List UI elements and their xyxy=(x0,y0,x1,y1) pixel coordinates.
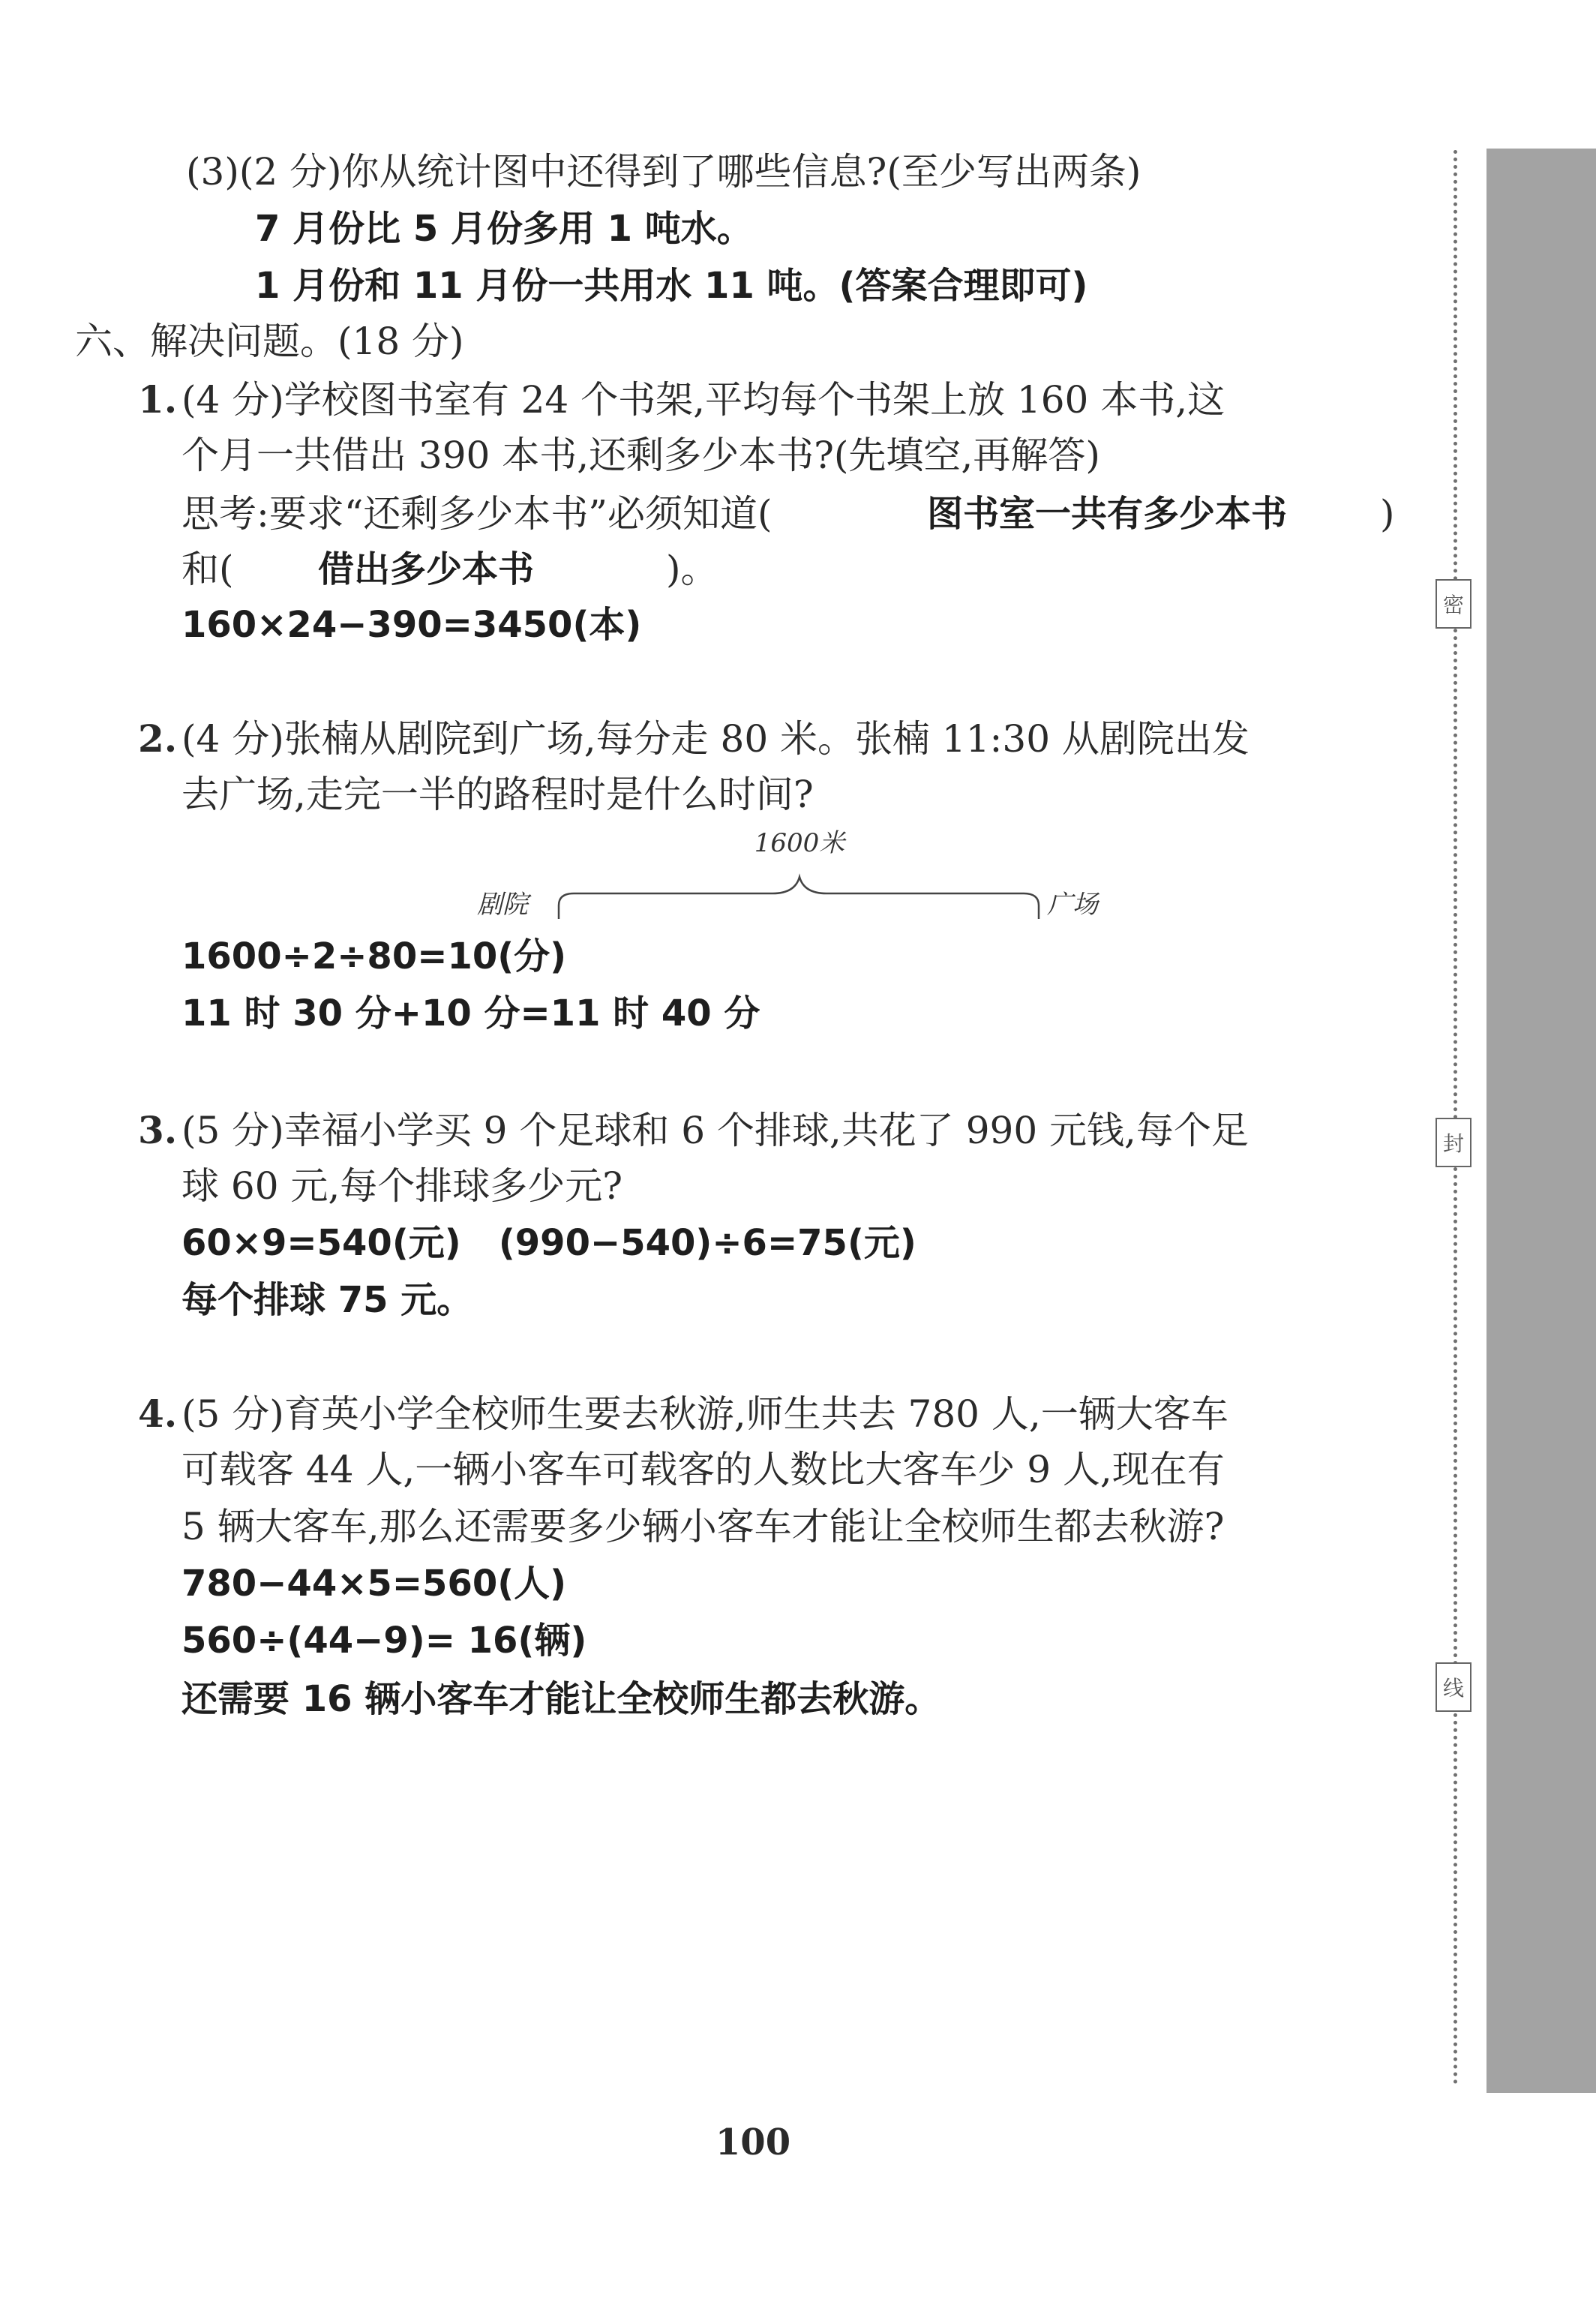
q2-answer-2: 11 时 30 分+10 分=11 时 40 分 xyxy=(182,992,760,1034)
q3-answer-1: 60×9=540(元) (990−540)÷6=75(元) xyxy=(182,1222,916,1264)
q1-answer: 160×24−390=3450(本) xyxy=(182,604,642,646)
q2-answer-1: 1600÷2÷80=10(分) xyxy=(182,935,567,977)
binding-strip xyxy=(1486,149,1596,2093)
q4-answer-3: 还需要 16 辆小客车才能让全校师生都去秋游。 xyxy=(182,1678,941,1720)
q3-line-1: (5 分)幸福小学买 9 个足球和 6 个排球,共花了 990 元钱,每个足 xyxy=(182,1109,1249,1152)
q3-answer-2: 每个排球 75 元。 xyxy=(182,1279,473,1321)
seal-mark-xian: 线 xyxy=(1436,1662,1472,1712)
q4-line-2: 可载客 44 人,一辆小客车可载客的人数比大客车少 9 人,现在有 xyxy=(182,1448,1225,1491)
q1-fill-blank-2: 借出多少本书 xyxy=(318,548,535,590)
q1-and-prefix: 和( xyxy=(182,548,234,591)
section-title: 六、解决问题。(18 分) xyxy=(75,320,464,363)
seal-mark-mi: 密 xyxy=(1436,579,1472,629)
square-label: 广场 xyxy=(1047,890,1098,920)
distance-diagram xyxy=(465,829,1140,934)
page-number: 100 xyxy=(715,2121,791,2163)
q1-fill-blank-1: 图书室一共有多少本书 xyxy=(927,493,1288,535)
q4-line-3: 5 辆大客车,那么还需要多少辆小客车才能让全校师生都去秋游? xyxy=(182,1505,1225,1548)
q3-line-2: 球 60 元,每个排球多少元? xyxy=(182,1164,623,1208)
distance-brace xyxy=(559,877,1039,919)
distance-label: 1600米 xyxy=(754,829,845,858)
q1-number: 1. xyxy=(138,377,178,422)
q5-part3-answer-2: 1 月份和 11 月份一共用水 11 吨。(答案合理即可) xyxy=(255,265,1088,307)
q4-answer-1: 780−44×5=560(人) xyxy=(182,1563,567,1605)
q2-line-1: (4 分)张楠从剧院到广场,每分走 80 米。张楠 11:30 从剧院出发 xyxy=(182,717,1250,761)
q1-think-prefix: 思考:要求“还剩多少本书”必须知道( xyxy=(182,492,772,536)
q4-number: 4. xyxy=(138,1392,178,1436)
q4-line-1: (5 分)育英小学全校师生要去秋游,师生共去 780 人,一辆大客车 xyxy=(182,1392,1228,1436)
q5-part3-question: (3)(2 分)你从统计图中还得到了哪些信息?(至少写出两条) xyxy=(186,150,1142,194)
q3-number: 3. xyxy=(138,1108,178,1152)
seal-mark-feng: 封 xyxy=(1436,1118,1472,1167)
q2-line-2: 去广场,走完一半的路程时是什么时间? xyxy=(182,773,814,816)
theater-label: 剧院 xyxy=(477,890,528,920)
q1-line-1: (4 分)学校图书室有 24 个书架,平均每个书架上放 160 本书,这 xyxy=(182,378,1226,422)
q2-number: 2. xyxy=(138,716,178,761)
q4-answer-2: 560÷(44−9)= 16(辆) xyxy=(182,1620,587,1662)
q5-part3-answer-1: 7 月份比 5 月份多用 1 吨水。 xyxy=(255,208,753,250)
q1-line-2: 个月一共借出 390 本书,还剩多少本书?(先填空,再解答) xyxy=(182,434,1100,477)
q1-and-suffix: )。 xyxy=(666,548,718,591)
q1-think-suffix: ) xyxy=(1380,492,1395,536)
